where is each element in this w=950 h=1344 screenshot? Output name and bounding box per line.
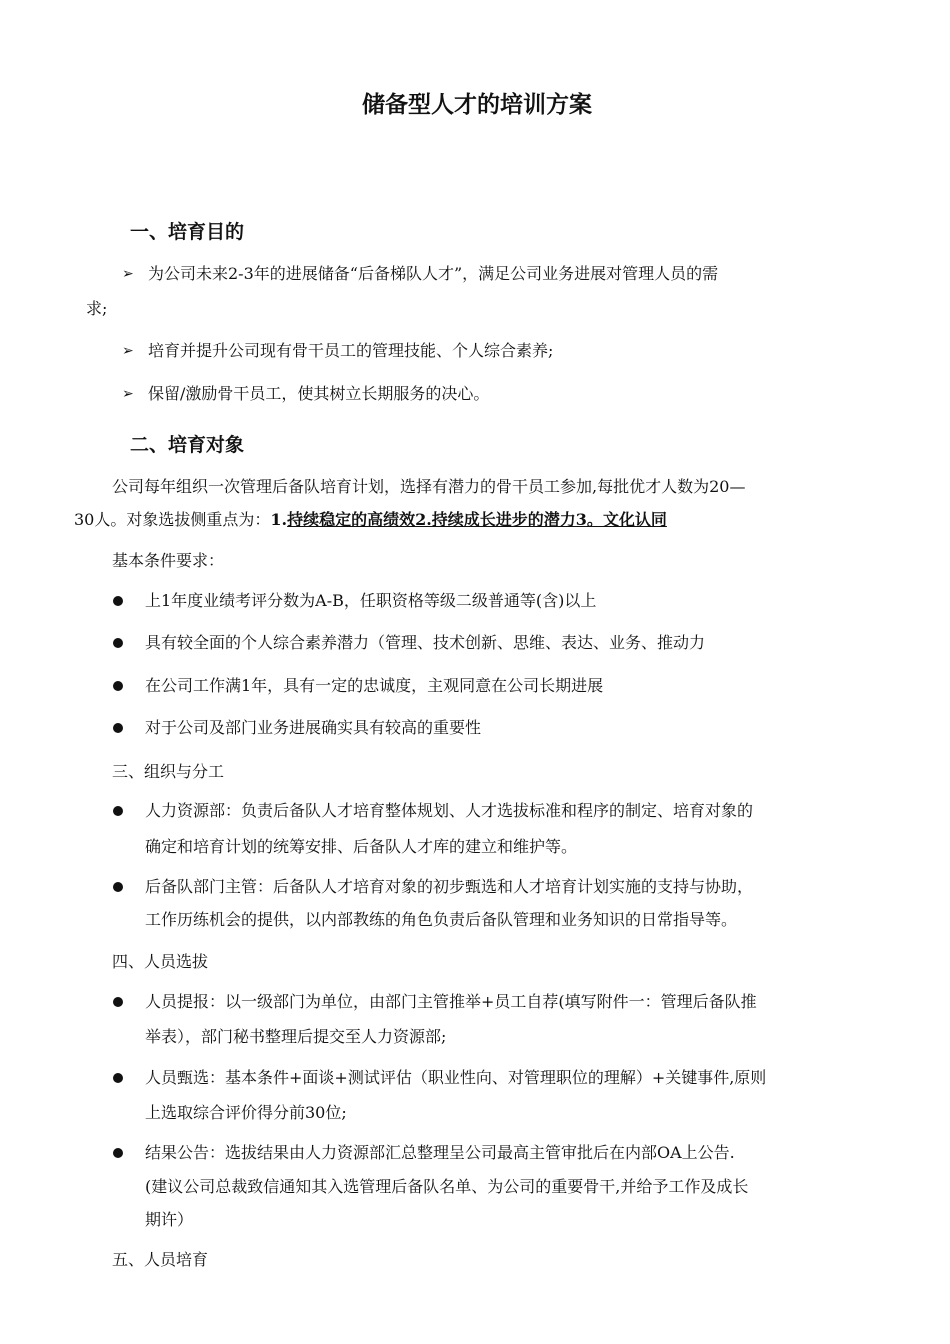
org-item-1: 人力资源部：负责后备队人才培育整体规划、人才选拔标准和程序的制定、培育对象的 [145, 801, 754, 820]
requirement-2: 具有较全面的个人综合素养潜力（管理、技术创新、思维、表达、业务、推动力 [145, 633, 706, 652]
bullet-dot-icon [113, 1073, 123, 1083]
selection-item-1-cont: 举表），部门秘书整理后提交至人力资源部; [145, 1027, 447, 1046]
requirement-3: 在公司工作满1年，具有一定的忠诚度，主观同意在公司长期进展 [145, 676, 604, 695]
purpose-item-3: 保留/激励骨干员工，使其树立长期服务的决心。 [148, 384, 490, 403]
org-item-2: 后备队部门主管：后备队人才培育对象的初步甄选和人才培育计划实施的支持与协助， [145, 877, 754, 896]
selection-item-3-cont-2: 期许） [145, 1210, 194, 1229]
section-heading-purpose: 一、培育目的 [130, 221, 245, 243]
arrow-bullet-icon: ➢ [122, 266, 134, 282]
section-heading-target: 二、培育对象 [130, 434, 245, 456]
org-item-1-cont: 确定和培育计划的统筹安排、后备队人才库的建立和维护等。 [145, 837, 578, 856]
selection-item-1: 人员提报：以一级部门为单位，由部门主管推举+员工自荐(填写附件一：管理后备队推 [145, 992, 757, 1011]
focus-points: 持续稳定的高绩效2.持续成长进步的潜力3。文化认同 [287, 510, 667, 529]
bullet-dot-icon [113, 638, 123, 648]
section-heading-selection: 四、人员选拔 [112, 952, 209, 971]
page-title: 储备型人才的培训方案 [362, 92, 592, 118]
basic-requirements-label: 基本条件要求： [112, 551, 225, 570]
requirement-1: 上1年度业绩考评分数为A-B，任职资格等级二级普通等(含)以上 [145, 591, 597, 610]
requirement-4: 对于公司及部门业务进展确实具有较高的重要性 [145, 718, 482, 737]
selection-item-2: 人员甄选：基本条件+面谈+测试评估（职业性向、对管理职位的理解）+关键事件,原则 [145, 1068, 767, 1087]
purpose-item-1: 为公司未来2-3年的进展储备“后备梯队人才”，满足公司业务进展对管理人员的需 [148, 264, 719, 283]
section-heading-training: 五、人员培育 [112, 1250, 209, 1269]
bullet-dot-icon [113, 882, 123, 892]
target-paragraph-lead: 30人。对象选拔侧重点为： [74, 510, 271, 529]
arrow-bullet-icon: ➢ [122, 343, 134, 359]
selection-item-2-cont: 上选取综合评价得分前30位; [145, 1103, 347, 1122]
purpose-item-2: 培育并提升公司现有骨干员工的管理技能、个人综合素养; [148, 341, 554, 360]
org-item-2-cont: 工作历练机会的提供，以内部教练的角色负责后备队管理和业务知识的日常指导等。 [145, 910, 738, 929]
bullet-dot-icon [113, 681, 123, 691]
arrow-bullet-icon: ➢ [122, 386, 134, 402]
bullet-dot-icon [113, 1148, 123, 1158]
section-heading-organization: 三、组织与分工 [112, 762, 225, 781]
bullet-dot-icon [113, 997, 123, 1007]
target-paragraph-line-1: 公司每年组织一次管理后备队培育计划，选择有潜力的骨干员工参加,每批优才人数为20— [112, 477, 746, 496]
focus-number: 1. [270, 510, 288, 529]
bullet-dot-icon [113, 723, 123, 733]
selection-item-3-cont: (建议公司总裁致信通知其入选管理后备队名单、为公司的重要骨干,并给予工作及成长 [145, 1177, 749, 1196]
purpose-item-1-cont: 求; [86, 299, 108, 318]
selection-item-3: 结果公告：选拔结果由人力资源部汇总整理呈公司最高主管审批后在内部OA上公告. [145, 1143, 735, 1162]
bullet-dot-icon [113, 596, 123, 606]
bullet-dot-icon [113, 806, 123, 816]
target-paragraph-line-2 [74, 510, 667, 530]
